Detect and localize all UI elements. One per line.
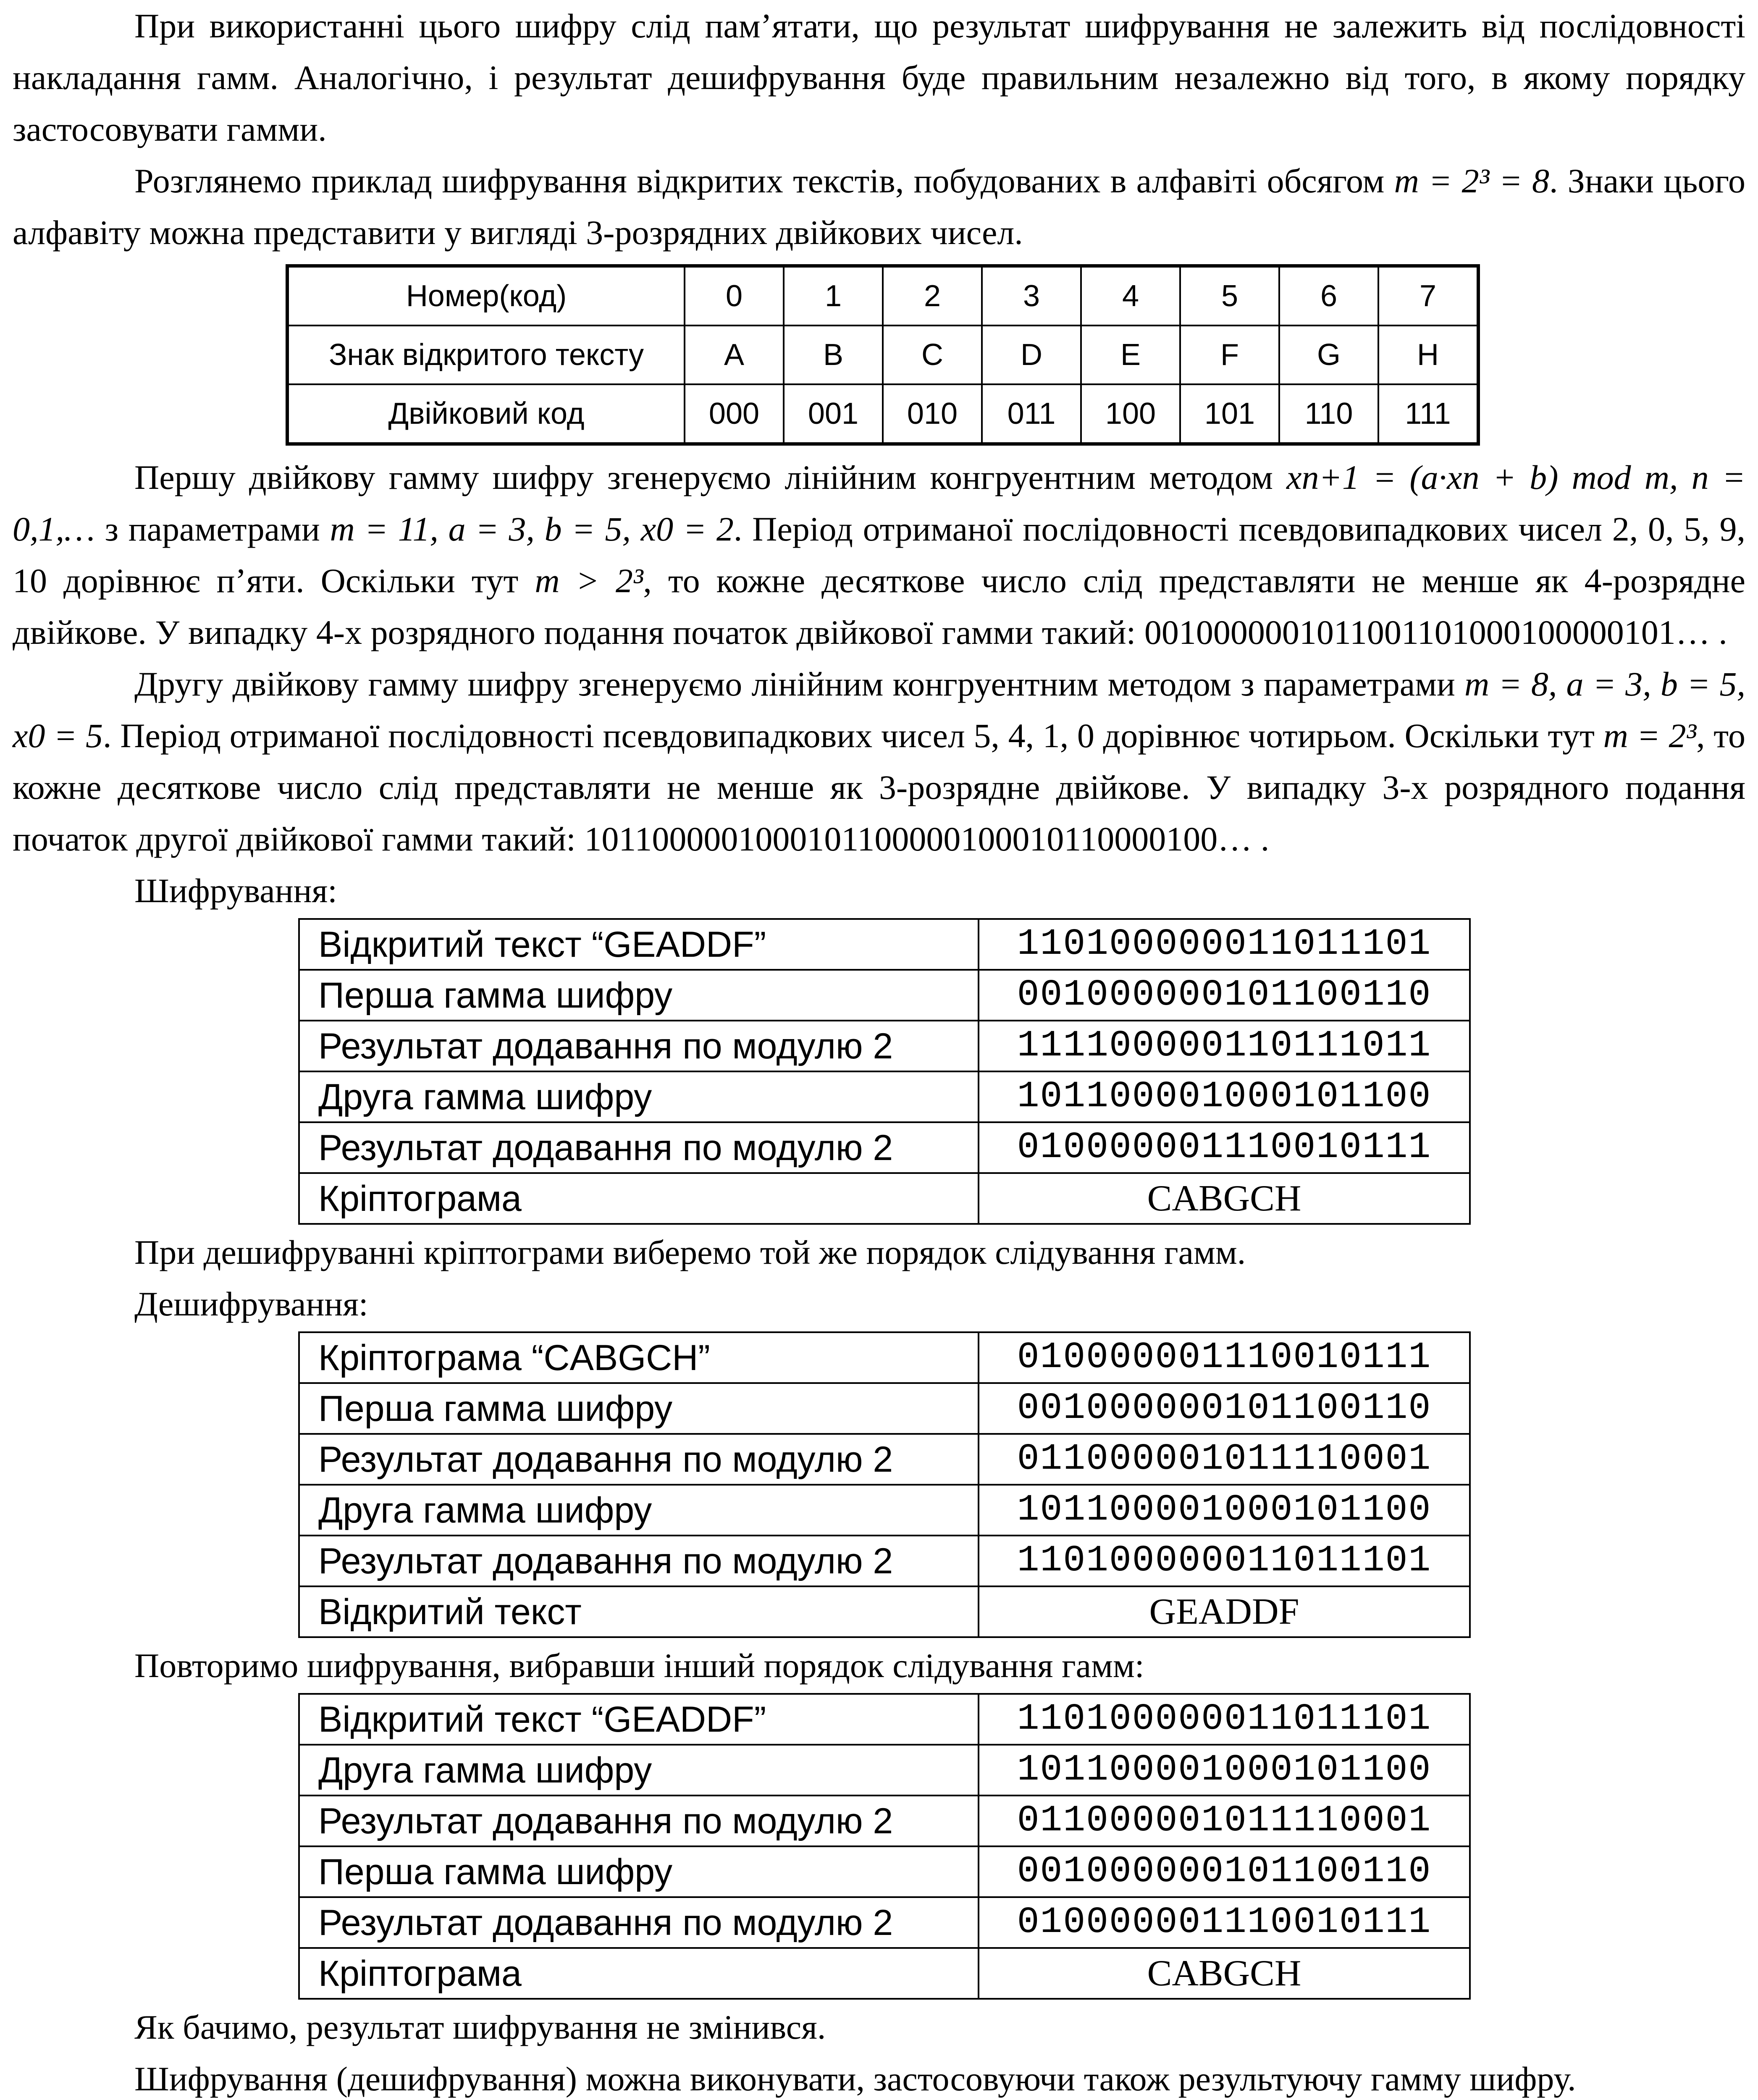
formula-lcg: xn+1 = (a·xn + b) mod m, n = 0,1,…: [13, 458, 1745, 548]
paragraph-second-gamma-text-2: . Період отриманої послідовності псевдовипадкових чисел 5, 4, 1, 0 дорівнює чотирьом. Оскільки тут: [103, 717, 1595, 755]
row-label: Перша гамма шифру: [299, 1383, 979, 1434]
alphabet-cell: 011: [982, 384, 1081, 444]
row-value: 101100001000101100: [979, 1485, 1470, 1536]
paragraph-result-unchanged: Як бачимо, результат шифрування не змінився.: [134, 2008, 826, 2046]
row-value: 110100000011011101: [979, 919, 1470, 970]
table-row: [299, 1071, 1470, 1122]
formula-cond-2: m = 2³: [1603, 717, 1697, 755]
row-label: Друга гамма шифру: [299, 1071, 979, 1122]
row-value: 110100000011011101: [979, 1694, 1470, 1745]
alphabet-cell: 110: [1279, 384, 1378, 444]
row-value: 111100000110111011: [979, 1021, 1470, 1071]
paragraph-first-gamma: [13, 452, 1745, 658]
row-label: Відкритий текст: [299, 1586, 979, 1637]
table-row: [299, 1021, 1470, 1071]
table-row: [299, 1332, 1470, 1383]
row-label: Відкритий текст “GEADDF”: [299, 919, 979, 970]
alphabet-cell: 001: [784, 384, 883, 444]
row-value: 010000001110010111: [979, 1122, 1470, 1173]
row-value: 011000001011110001: [979, 1434, 1470, 1485]
alphabet-cell: 3: [982, 266, 1081, 326]
row-label: Кріптограма “CABGCH”: [299, 1332, 979, 1383]
paragraph-repeat-encryption: Повторимо шифрування, вибравши інший порядок слідування гамм:: [134, 1646, 1144, 1685]
table-row: [299, 1745, 1470, 1796]
alphabet-cell: C: [883, 326, 982, 384]
alphabet-cell: E: [1081, 326, 1180, 384]
paragraph-resulting-gamma: Шифрування (дешифрування) можна виконувати, застосовуючи також результуючу гамму шифру.: [134, 2060, 1576, 2098]
row-label: Результат додавання по модулю 2: [299, 1122, 979, 1173]
table-row: [299, 919, 1470, 970]
alphabet-row-binary: [287, 384, 1478, 444]
paragraph-first-gamma-text-4: , то кожне десяткове число слід представляти не менше як 4-розрядне двійкове. У випадку 4-х розрядного подання початок двійкової гамми такий: 0010000001011001101000100000101… .: [13, 562, 1746, 651]
alphabet-cell: 101: [1180, 384, 1279, 444]
table-row: [299, 1383, 1470, 1434]
table-row: [299, 1122, 1470, 1173]
table-row: [299, 1586, 1470, 1637]
row-value: 001000000101100110: [979, 1846, 1470, 1897]
table-row: [299, 970, 1470, 1021]
row-label: Результат додавання по модулю 2: [299, 1434, 979, 1485]
row-label: Друга гамма шифру: [299, 1485, 979, 1536]
paragraph-second-gamma-text: Другу двійкову гамму шифру згенеруємо лінійним конгруентним методом з параметрами: [134, 665, 1455, 703]
table-row: [299, 1796, 1470, 1846]
table-row: [299, 1694, 1470, 1745]
row-value: 001000000101100110: [979, 970, 1470, 1021]
alphabet-cell: 100: [1081, 384, 1180, 444]
row-label: Перша гамма шифру: [299, 1846, 979, 1897]
alphabet-cell: 2: [883, 266, 982, 326]
alphabet-cell: A: [685, 326, 784, 384]
alphabet-cell: D: [982, 326, 1081, 384]
document-page: [13, 0, 1745, 2100]
row-label: Результат додавання по модулю 2: [299, 1897, 979, 1948]
row-label: Результат додавання по модулю 2: [299, 1536, 979, 1586]
row-label: Друга гамма шифру: [299, 1745, 979, 1796]
row-value: 110100000011011101: [979, 1536, 1470, 1586]
paragraph-alphabet: [13, 155, 1745, 258]
row-label: Кріптограма: [299, 1173, 979, 1224]
alphabet-cell: 111: [1378, 384, 1478, 444]
alphabet-header-letter: Знак відкритого тексту: [287, 326, 685, 384]
label-decryption: Дешифрування:: [134, 1285, 368, 1323]
alphabet-cell: B: [784, 326, 883, 384]
paragraph-alphabet-text: Розглянемо приклад шифрування відкритих текстів, побудованих в алфавіті обсягом: [134, 162, 1385, 200]
paragraph-decrypt-order: При дешифруванні кріптограми виберемо той же порядок слідування гамм.: [134, 1233, 1246, 1271]
row-value: 010000001110010111: [979, 1897, 1470, 1948]
alphabet-cell: G: [1279, 326, 1378, 384]
table-row: [299, 1846, 1470, 1897]
alphabet-cell: 010: [883, 384, 982, 444]
paragraph-first-gamma-text-3: . Період отриманої послідовності псевдовипадкових чисел 2, 0, 5, 9, 10 дорівнює п’яти. Оскільки тут: [13, 510, 1745, 600]
paragraph-gamma-order: При використанні цього шифру слід пам’ятати, що результат шифрування не залежить від послідовності накладання гамм. Аналогічно, і результат дешифрування буде правильним незалежно від того, в якому порядку застосовувати гамми.: [13, 7, 1745, 148]
alphabet-cell: 6: [1279, 266, 1378, 326]
paragraph-first-gamma-text-2: з параметрами: [105, 510, 320, 548]
alphabet-cell: 7: [1378, 266, 1478, 326]
alphabet-table: [286, 264, 1480, 446]
formula-params-1: m = 11, a = 3, b = 5, x0 = 2: [330, 510, 734, 548]
row-label: Результат додавання по модулю 2: [299, 1021, 979, 1071]
alphabet-cell: H: [1378, 326, 1478, 384]
table-row: [299, 1536, 1470, 1586]
paragraph-first-gamma-text: Першу двійкову гамму шифру згенеруємо лінійним конгруентним методом: [134, 458, 1273, 496]
row-label: Відкритий текст “GEADDF”: [299, 1694, 979, 1745]
alphabet-cell: 1: [784, 266, 883, 326]
alphabet-cell: 4: [1081, 266, 1180, 326]
paragraph-second-gamma: [13, 658, 1745, 865]
row-label: Результат додавання по модулю 2: [299, 1796, 979, 1846]
row-value: 010000001110010111: [979, 1332, 1470, 1383]
alphabet-header-binary: Двійковий код: [287, 384, 685, 444]
row-label: Перша гамма шифру: [299, 970, 979, 1021]
decryption-table: [298, 1331, 1471, 1638]
formula-cond-1: m > 2³: [535, 562, 643, 600]
label-encryption-1: Шифрування:: [134, 872, 337, 910]
encryption-table-1: [298, 918, 1471, 1225]
row-label: Кріптограма: [299, 1948, 979, 1999]
formula-alphabet-size: m = 2³ = 8: [1394, 162, 1550, 200]
encryption-table-2: [298, 1693, 1471, 2000]
row-value: CABGCH: [979, 1173, 1470, 1224]
alphabet-row-letters: [287, 326, 1478, 384]
table-row: [299, 1173, 1470, 1224]
row-value: CABGCH: [979, 1948, 1470, 1999]
row-value: GEADDF: [979, 1586, 1470, 1637]
alphabet-header-code: Номер(код): [287, 266, 685, 326]
formula-params-2: m = 8, a = 3, b = 5, x0 = 5: [13, 665, 1745, 755]
alphabet-row-codes: [287, 266, 1478, 326]
row-value: 101100001000101100: [979, 1071, 1470, 1122]
paragraph-second-gamma-text-3: , то кожне десяткове число слід представляти не менше як 3-розрядне двійкове. У випадку 3-х розрядного подання початок другої двійкової гамми такий: 1011000001000101100000100010110000100… .: [13, 717, 1746, 858]
paragraph-alphabet-text-2: . Знаки цього алфавіту можна представити у вигляді 3-розрядних двійкових чисел.: [13, 162, 1745, 252]
table-row: [299, 1948, 1470, 1999]
table-row: [299, 1897, 1470, 1948]
table-row: [299, 1434, 1470, 1485]
alphabet-cell: 5: [1180, 266, 1279, 326]
table-row: [299, 1485, 1470, 1536]
row-value: 011000001011110001: [979, 1796, 1470, 1846]
row-value: 001000000101100110: [979, 1383, 1470, 1434]
alphabet-cell: 000: [685, 384, 784, 444]
alphabet-cell: F: [1180, 326, 1279, 384]
alphabet-cell: 0: [685, 266, 784, 326]
row-value: 101100001000101100: [979, 1745, 1470, 1796]
